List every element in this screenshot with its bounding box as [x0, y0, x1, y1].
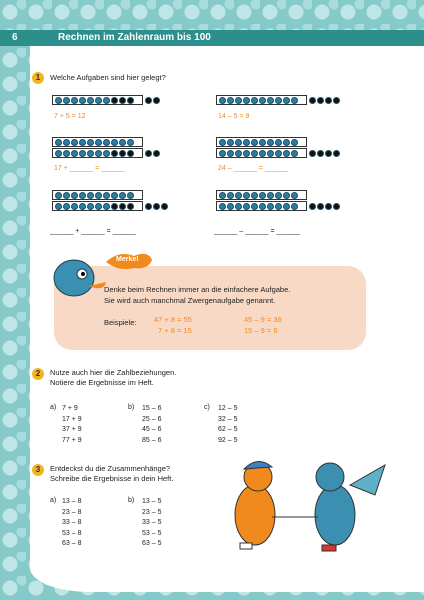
ten-frame: [52, 95, 143, 105]
equation: 17 + ______ = ______: [54, 165, 125, 172]
beispiele-label: Beispiele:: [104, 318, 137, 327]
task3-line-2: Schreibe die Ergebnisse in dein Heft.: [50, 474, 174, 483]
exercise: 25 – 6: [142, 415, 162, 423]
ten-frame: [216, 137, 307, 147]
equation: ______ + ______ = ______: [50, 228, 137, 235]
column-c: [218, 404, 237, 446]
ten-frame: [52, 137, 143, 147]
task2-line-2: Notiere die Ergebnisse im Heft.: [50, 378, 154, 387]
label-c: c): [204, 404, 210, 411]
exercise: 13 – 5: [142, 498, 162, 505]
merke-line-1: Denke beim Rechnen immer an die einfachere Aufgabe.: [104, 285, 291, 294]
merke-tag: Merke!: [116, 256, 139, 263]
example-2a: 45 – 9 = 36: [244, 315, 282, 324]
exercise: 63 – 5: [142, 540, 162, 547]
task-number-2: 2: [32, 368, 44, 380]
exercise: 77 + 9: [62, 436, 82, 444]
equation: 14 – 5 = 9: [218, 113, 250, 120]
ten-frame: [52, 190, 143, 200]
exercise: 33 – 5: [142, 519, 162, 526]
column-b: [142, 497, 161, 550]
exercise: 37 + 9: [62, 426, 82, 433]
exercise: 53 – 5: [142, 529, 162, 537]
ten-frame: [216, 95, 307, 105]
equation: 24 – ______ = ______: [218, 165, 289, 172]
task3-line-1: Entdeckst du die Zusammenhänge?: [50, 464, 171, 473]
exercise: 45 – 6: [142, 426, 162, 433]
column-b: [142, 404, 161, 446]
crossed-dots: [309, 203, 340, 210]
task2-line-1: Nutze auch hier die Zahlbeziehungen.: [50, 368, 177, 377]
exercise: 12 – 5: [218, 405, 238, 412]
extra-dots: [145, 97, 160, 104]
merke-text: [104, 284, 364, 306]
example-1a: 47 + 8 = 55: [154, 315, 192, 324]
exercise: 92 – 5: [218, 436, 238, 444]
column-a: [62, 497, 81, 550]
example-1b: 7 + 8 = 15: [158, 326, 192, 335]
ten-frame: [216, 190, 307, 200]
task3-text: [50, 464, 173, 484]
page-number: 6: [12, 32, 18, 43]
label-b: b): [128, 404, 135, 411]
exercise: 53 – 8: [62, 529, 82, 537]
label-a: a): [50, 497, 57, 504]
extra-dots: [145, 203, 168, 210]
exercise: 32 – 5: [218, 415, 238, 423]
column-a: [62, 404, 82, 446]
task-number-3: 3: [32, 464, 44, 476]
exercise: 7 + 9: [62, 405, 78, 412]
dragons-illustration: [210, 455, 390, 560]
exercise: 85 – 6: [142, 436, 162, 444]
crossed-dots: [309, 97, 340, 104]
example-2b: 15 – 9 = 6: [244, 326, 278, 335]
exercise: 33 – 8: [62, 519, 82, 526]
crossed-dots: [309, 150, 340, 157]
exercise: 17 + 9: [62, 415, 82, 423]
task-number-1: 1: [32, 72, 44, 84]
exercise: 23 – 5: [142, 508, 162, 516]
equation: 7 + 5 = 12: [54, 113, 86, 120]
exercise: 63 – 8: [62, 540, 82, 547]
equation: ______ – ______ = ______: [214, 228, 300, 235]
task2-text: [50, 368, 176, 388]
task1-question: Welche Aufgaben sind hier gelegt?: [50, 73, 166, 82]
ten-frame: [216, 148, 307, 158]
page-title: Rechnen im Zahlenraum bis 100: [58, 32, 211, 43]
exercise: 13 – 8: [62, 498, 82, 505]
ten-frame: [52, 201, 143, 211]
merke-line-2: Sie wird auch manchmal Zwergenaufgabe genannt.: [104, 296, 276, 305]
label-b: b): [128, 497, 135, 504]
label-a: a): [50, 404, 57, 411]
ten-frame: [52, 148, 143, 158]
exercise: 62 – 5: [218, 426, 238, 433]
ten-frame: [216, 201, 307, 211]
exercise: 15 – 6: [142, 405, 162, 412]
exercise: 23 – 8: [62, 508, 82, 516]
extra-dots: [145, 150, 160, 157]
